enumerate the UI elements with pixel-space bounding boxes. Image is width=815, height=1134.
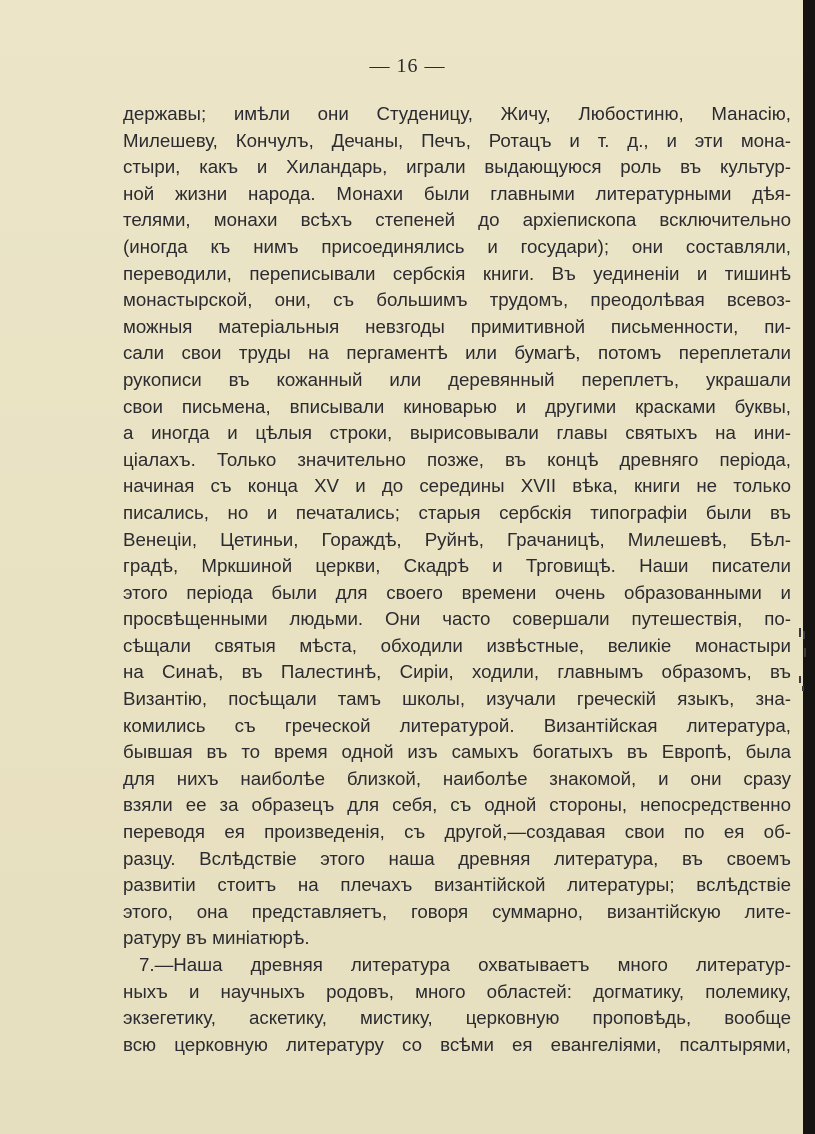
text-line: всю церковную литературу со всѣми ея евангеліями, псалтырями,	[123, 1033, 791, 1055]
text-line: начиная съ конца XV и до середины XVII вѣка, книги не только	[123, 475, 791, 497]
text-line: Венеціи, Цетиньи, Гораждѣ, Руйнѣ, Грачаницѣ, Милешевѣ, Бѣл-	[123, 528, 791, 550]
text-line: Милешеву, Кончулъ, Дечаны, Печъ, Ротацъ и т. д., и эти мона-	[123, 129, 791, 151]
text-line: монастырской, они, съ большимъ трудомъ, преодолѣвая всевоз-	[123, 289, 791, 311]
text-line: 7.—Наша древняя литература охватываетъ много литератур-	[139, 954, 791, 975]
text-line: свои письмена, вписывали киноварью и другими красками буквы,	[123, 395, 791, 417]
text-line: взяли ее за образецъ для себя, съ одной стороны, непосредственно	[123, 794, 791, 816]
text-line: на Синаѣ, въ Палестинѣ, Сиріи, ходили, главнымъ образомъ, въ	[123, 661, 791, 683]
text-line: переводя ея произведенія, съ другой,—создавая свои по ея об-	[123, 821, 791, 843]
text-line: развитіи стоитъ на плечахъ византійской литературы; вслѣдствіе	[123, 874, 791, 896]
text-line: сали свои труды на пергаментѣ или бумагѣ, потомъ переплетали	[123, 342, 791, 364]
page-edge-shadow	[803, 0, 815, 1134]
text-line: градѣ, Мркшиной церкви, Скадрѣ и Трговищѣ. Наши писатели	[123, 555, 791, 577]
text-line: державы; имѣли они Студеницу, Жичу, Любостиню, Манасію,	[123, 103, 791, 124]
text-line: можныя матеріальныя невзгоды примитивной письменности, пи-	[123, 315, 791, 337]
text-line: этого періода были для своего времени очень образованными и	[123, 581, 791, 603]
text-line: ратуру въ миніатюрѣ.	[123, 927, 310, 949]
text-line: ной жизни народа. Монахи были главными литературными дѣя-	[123, 182, 791, 204]
text-line: Византію, посѣщали тамъ школы, изучали греческій языкъ, зна-	[123, 688, 791, 710]
body-text	[123, 101, 791, 1058]
text-line: просвѣщенными людьми. Они часто совершали путешествія, по-	[123, 608, 791, 630]
text-line: этого, она представляетъ, говоря суммарно, византійскую лите-	[123, 900, 791, 922]
text-line: разцу. Вслѣдствіе этого наша древняя литература, въ своемъ	[123, 847, 791, 869]
text-line: экзегетику, аскетику, мистику, церковную проповѣдь, вообще	[123, 1007, 791, 1029]
text-line: стыри, какъ и Хиландарь, играли выдающуюся роль въ культур-	[123, 156, 791, 178]
text-line: телями, монахи всѣхъ степеней до архіепископа всключительно	[123, 209, 791, 231]
text-line: рукописи въ кожанный или деревянный переплетъ, украшали	[123, 368, 791, 390]
text-line: (иногда къ нимъ присоединялись и государи); они составляли,	[123, 235, 791, 257]
text-line: а иногда и цѣлыя строки, вырисовывали главы святыхъ на ини-	[123, 422, 791, 444]
margin-marks	[798, 628, 808, 698]
text-line: сѣщали святыя мѣста, обходили извѣстные, великіе монастыри	[123, 634, 791, 656]
text-line: переводили, переписывали сербскія книги. Въ уединеніи и тишинѣ	[123, 262, 791, 284]
text-line: комились съ греческой литературой. Византійская литература,	[123, 714, 791, 736]
text-line: ныхъ и научныхъ родовъ, много областей: догматику, полемику,	[123, 980, 791, 1002]
text-line: бывшая въ то время одной изъ самыхъ богатыхъ въ Европѣ, была	[123, 741, 791, 763]
page-number: — 16 —	[369, 55, 446, 77]
text-line: писались, но и печатались; старыя сербскія типографіи были въ	[123, 501, 791, 523]
text-line: для нихъ наиболѣе близкой, наиболѣе знакомой, и они сразу	[123, 767, 791, 789]
text-line: ціалахъ. Только значительно позже, въ концѣ древняго періода,	[123, 448, 791, 470]
